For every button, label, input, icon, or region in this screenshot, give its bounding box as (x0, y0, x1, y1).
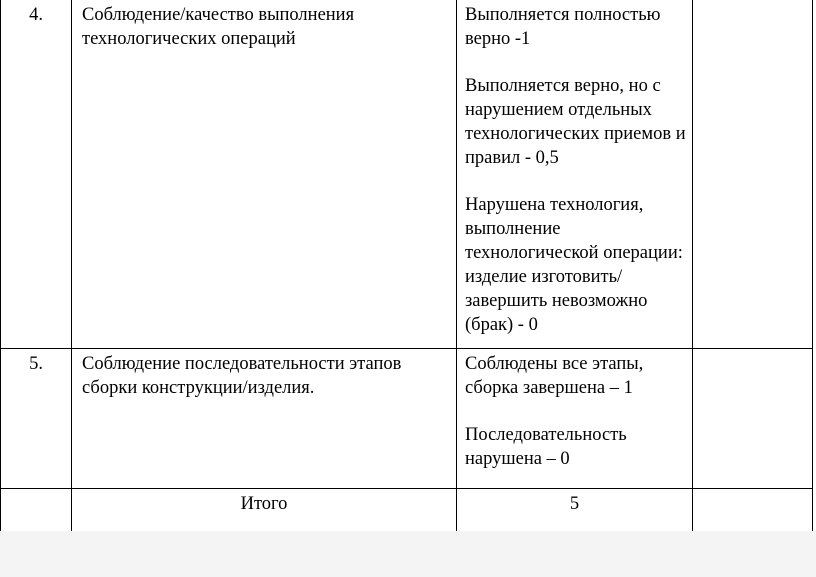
page-bottom-margin (0, 531, 816, 577)
row-number: 4. (1, 0, 72, 349)
total-label: Итого (72, 489, 457, 537)
scoring-levels-cell (457, 0, 693, 349)
row-number: 5. (1, 349, 72, 489)
criterion-cell: Соблюдение/качество выполнения технологических операций (72, 0, 457, 349)
score-cell (693, 349, 813, 489)
criterion-cell: Соблюдение последовательности этапов сборки конструкции/изделия. (72, 349, 457, 489)
score-cell (693, 0, 813, 349)
scoring-levels-cell (457, 349, 693, 489)
scoring-level: Выполняется верно, но с нарушением отдельных технологических приемов и правил - 0,5 (465, 76, 686, 168)
total-row (1, 489, 813, 537)
empty-number-cell (1, 489, 72, 537)
score-cell (693, 489, 813, 537)
table-row (1, 349, 813, 489)
scoring-level: Последовательность нарушена – 0 (465, 425, 627, 469)
scoring-level: Выполняется полностью верно -1 (465, 5, 661, 49)
scoring-level: Соблюдены все этапы, сборка завершена – 1 (465, 354, 644, 398)
scoring-level: Нарушена технология, выполнение технологической операции: изделие изготовить/завершить невозможно (брак) - 0 (465, 195, 683, 335)
table-row (1, 0, 813, 349)
total-value: 5 (457, 489, 693, 537)
